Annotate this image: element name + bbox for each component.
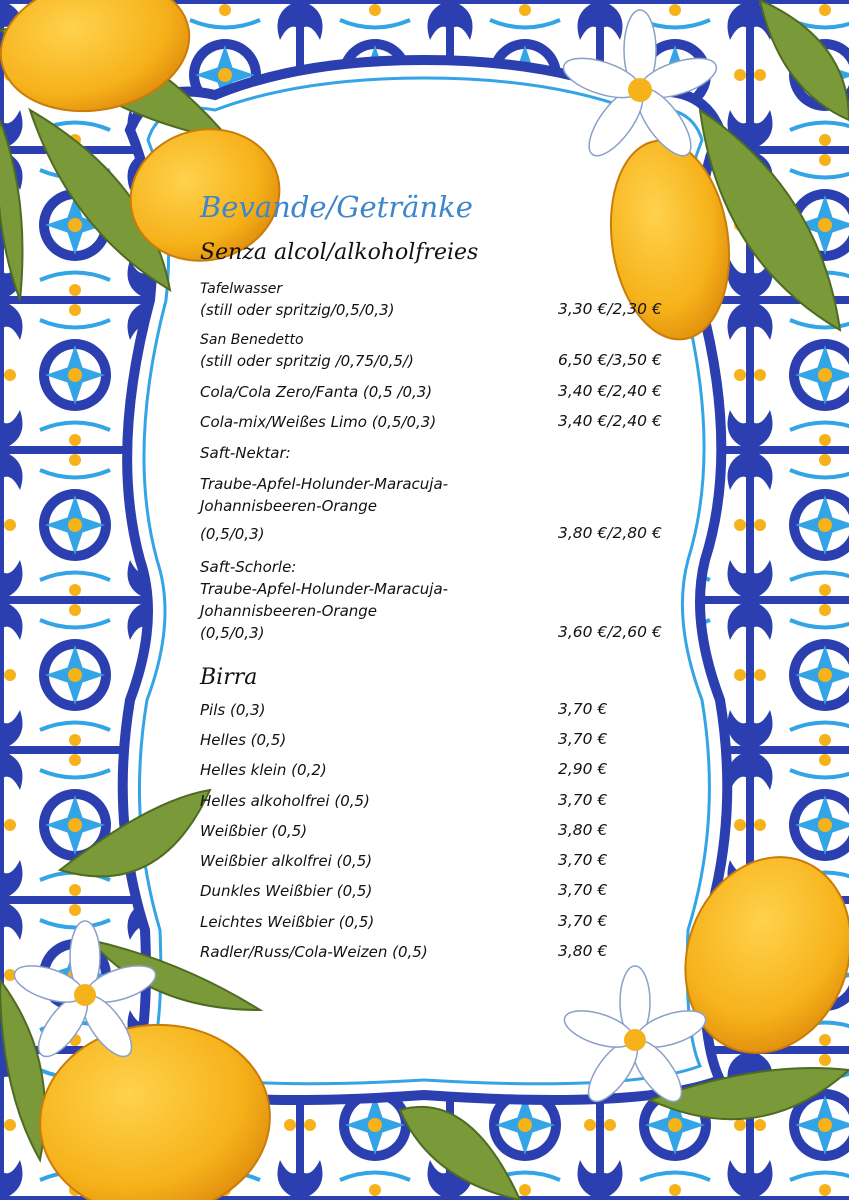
item-name: Radler/Russ/Cola-Weizen (0,5)	[200, 943, 428, 961]
item-price: 3,40 €/2,40 €	[558, 382, 662, 400]
item-name: Weißbier alkolfrei (0,5)	[200, 852, 373, 870]
item-name: Weißbier (0,5)	[200, 822, 308, 840]
item-name: San Benedetto	[200, 332, 304, 348]
item-price: 3,80 €	[558, 821, 608, 839]
item-price: 3,70 €	[558, 881, 608, 899]
item-name: Johannisbeeren-Orange	[200, 602, 378, 620]
item-name: Tafelwasser	[200, 281, 283, 297]
section-heading-senza-alcol: Senza alcol/alkoholfreies	[200, 240, 479, 265]
item-name: Helles alkoholfrei (0,5)	[200, 792, 370, 810]
item-price: 3,70 €	[558, 912, 608, 930]
item-price: 3,80 €/2,80 €	[558, 524, 662, 542]
item-name: Cola-mix/Weißes Limo (0,5/0,3)	[200, 413, 437, 431]
item-price: 3,60 €/2,60 €	[558, 623, 662, 641]
item-name: Dunkles Weißbier (0,5)	[200, 882, 373, 900]
menu-title: Bevande/Getränke	[200, 190, 473, 224]
item-price: 3,40 €/2,40 €	[558, 412, 662, 430]
item-price: 3,70 €	[558, 700, 608, 718]
item-name: Traube-Apfel-Holunder-Maracuja-	[200, 475, 449, 493]
item-price: 3,30 €/2,30 €	[558, 300, 662, 318]
item-price: 3,70 €	[558, 851, 608, 869]
item-name: (0,5/0,3)	[200, 525, 265, 543]
item-name: (still oder spritzig/0,5/0,3)	[200, 301, 395, 319]
section-heading-birra: Birra	[200, 665, 258, 690]
item-name: Saft-Schorle:	[200, 558, 297, 576]
item-name: Leichtes Weißbier (0,5)	[200, 913, 375, 931]
item-name: Saft-Nektar:	[200, 444, 291, 462]
item-name: Johannisbeeren-Orange	[200, 497, 378, 515]
item-name: Cola/Cola Zero/Fanta (0,5 /0,3)	[200, 383, 433, 401]
item-name: (0,5/0,3)	[200, 624, 265, 642]
item-name: Helles (0,5)	[200, 731, 287, 749]
item-price: 6,50 €/3,50 €	[558, 351, 662, 369]
item-name: Pils (0,3)	[200, 701, 266, 719]
item-price: 3,80 €	[558, 942, 608, 960]
item-price: 3,70 €	[558, 730, 608, 748]
item-name: (still oder spritzig /0,75/0,5/)	[200, 352, 414, 370]
item-price: 3,70 €	[558, 791, 608, 809]
item-name: Helles klein (0,2)	[200, 761, 327, 779]
item-price: 2,90 €	[558, 760, 608, 778]
item-name: Traube-Apfel-Holunder-Maracuja-	[200, 580, 449, 598]
